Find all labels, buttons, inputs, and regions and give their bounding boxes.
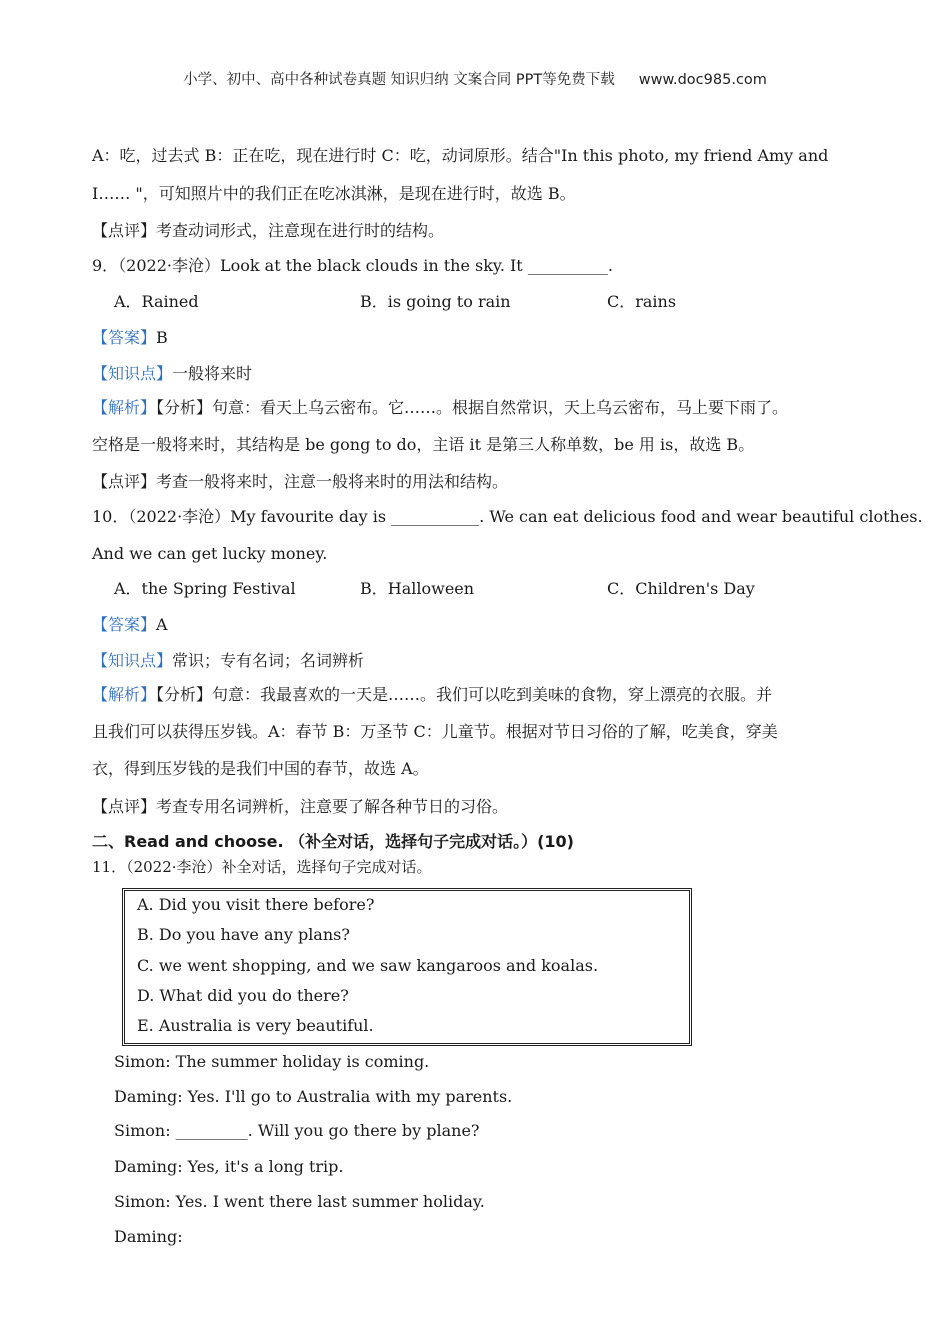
- answer-tag: 【答案】: [92, 615, 157, 634]
- q8-review: [92, 220, 444, 242]
- box-option-a: A. Did you visit there before?: [137, 895, 375, 914]
- review-tag: 【点评】: [92, 797, 157, 816]
- header-text: 小学、初中、高中各种试卷真题 知识归纳 文案合同 PPT等免费下载: [183, 72, 615, 88]
- dialogue-line-4: Daming: Yes, it's a long trip.: [114, 1157, 344, 1176]
- kp-tag: 【知识点】: [92, 651, 173, 670]
- box-option-b: B. Do you have any plans?: [137, 925, 350, 944]
- kp-text: 一般将来时: [172, 364, 253, 383]
- analysis-tag: 【解析】: [92, 685, 157, 704]
- q10-analysis-line2: 且我们可以获得压岁钱。A：春节 B：万圣节 C：儿童节。根据对节日习俗的了解，吃美食，穿美: [92, 722, 778, 741]
- q9-knowledge-point: [92, 363, 252, 385]
- q11-stem: 11．（2022·李沧）补全对话，选择句子完成对话。: [92, 858, 432, 876]
- analysis-tag: 【解析】: [92, 398, 157, 417]
- q10-option-a: A．the Spring Festival: [114, 579, 296, 598]
- box-option-c: C. we went shopping, and we saw kangaroos and koalas.: [137, 956, 599, 975]
- q10-answer: [92, 614, 168, 636]
- answer-value: A: [156, 615, 168, 634]
- review-tag: 【点评】: [92, 221, 157, 240]
- q8-explanation-line1: A：吃，过去式 B：正在吃，现在进行时 C：吃，动词原形。结合"In this photo, my friend Amy and: [92, 146, 829, 165]
- dialogue-line-5: Simon: Yes. I went there last summer holiday.: [114, 1192, 485, 1211]
- q9-analysis-line1: [92, 397, 788, 419]
- box-option-d: D. What did you do there?: [137, 986, 349, 1005]
- q10-stem-line1: 10．（2022·李沧）My favourite day is ___________. We can eat delicious food and wear beautiful clothes.: [92, 507, 923, 526]
- q10-option-b: B．Halloween: [360, 579, 475, 598]
- q9-option-b: B．is going to rain: [360, 292, 511, 311]
- box-option-e: E. Australia is very beautiful.: [137, 1016, 374, 1035]
- review-text: 考查一般将来时，注意一般将来时的用法和结构。: [156, 472, 509, 491]
- analysis-text: 【分析】句意：我最喜欢的一天是……。我们可以吃到美味的食物，穿上漂亮的衣服。并: [156, 685, 773, 704]
- review-text: 考查动词形式，注意现在进行时的结构。: [156, 221, 445, 240]
- q9-answer: [92, 327, 168, 349]
- dialogue-line-3: Simon: _________. Will you go there by plane?: [114, 1121, 480, 1140]
- dialogue-line-6: Daming:: [114, 1227, 183, 1246]
- q10-analysis-line1: [92, 684, 772, 706]
- dialogue-line-2: Daming: Yes. I'll go to Australia with my parents.: [114, 1087, 513, 1106]
- q10-option-c: C．Children's Day: [607, 579, 755, 598]
- analysis-text: 【分析】句意：看天上乌云密布。它……。根据自然常识，天上乌云密布，马上要下雨了。: [156, 398, 789, 417]
- q9-analysis-line2: 空格是一般将来时，其结构是 be gong to do，主语 it 是第三人称单数，be 用 is，故选 B。: [92, 435, 755, 454]
- q9-review: [92, 471, 508, 493]
- answer-tag: 【答案】: [92, 328, 157, 347]
- q10-stem-line2: And we can get lucky money.: [92, 544, 328, 563]
- q10-analysis-line3: 衣，得到压岁钱的是我们中国的春节，故选 A。: [92, 759, 429, 778]
- q9-option-a: A．Rained: [114, 292, 199, 311]
- kp-tag: 【知识点】: [92, 364, 173, 383]
- q10-knowledge-point: [92, 650, 364, 672]
- review-text: 考查专用名词辨析，注意要了解各种节日的习俗。: [156, 797, 509, 816]
- q9-stem: 9．（2022·李沧）Look at the black clouds in the sky. It __________.: [92, 256, 613, 275]
- options-box: [122, 888, 692, 1046]
- q10-review: [92, 796, 508, 818]
- page-header: [0, 68, 950, 89]
- review-tag: 【点评】: [92, 472, 157, 491]
- answer-value: B: [156, 328, 168, 347]
- q8-explanation-line2: I…… "，可知照片中的我们正在吃冰淇淋，是现在进行时，故选 B。: [92, 184, 576, 203]
- q9-option-c: C．rains: [607, 292, 677, 311]
- kp-text: 常识；专有名词；名词辨析: [172, 651, 365, 670]
- header-url[interactable]: www.doc985.com: [638, 72, 767, 88]
- section-2-title: 二、Read and choose. （补全对话，选择句子完成对话。）(10): [92, 832, 574, 851]
- dialogue-line-1: Simon: The summer holiday is coming.: [114, 1052, 430, 1071]
